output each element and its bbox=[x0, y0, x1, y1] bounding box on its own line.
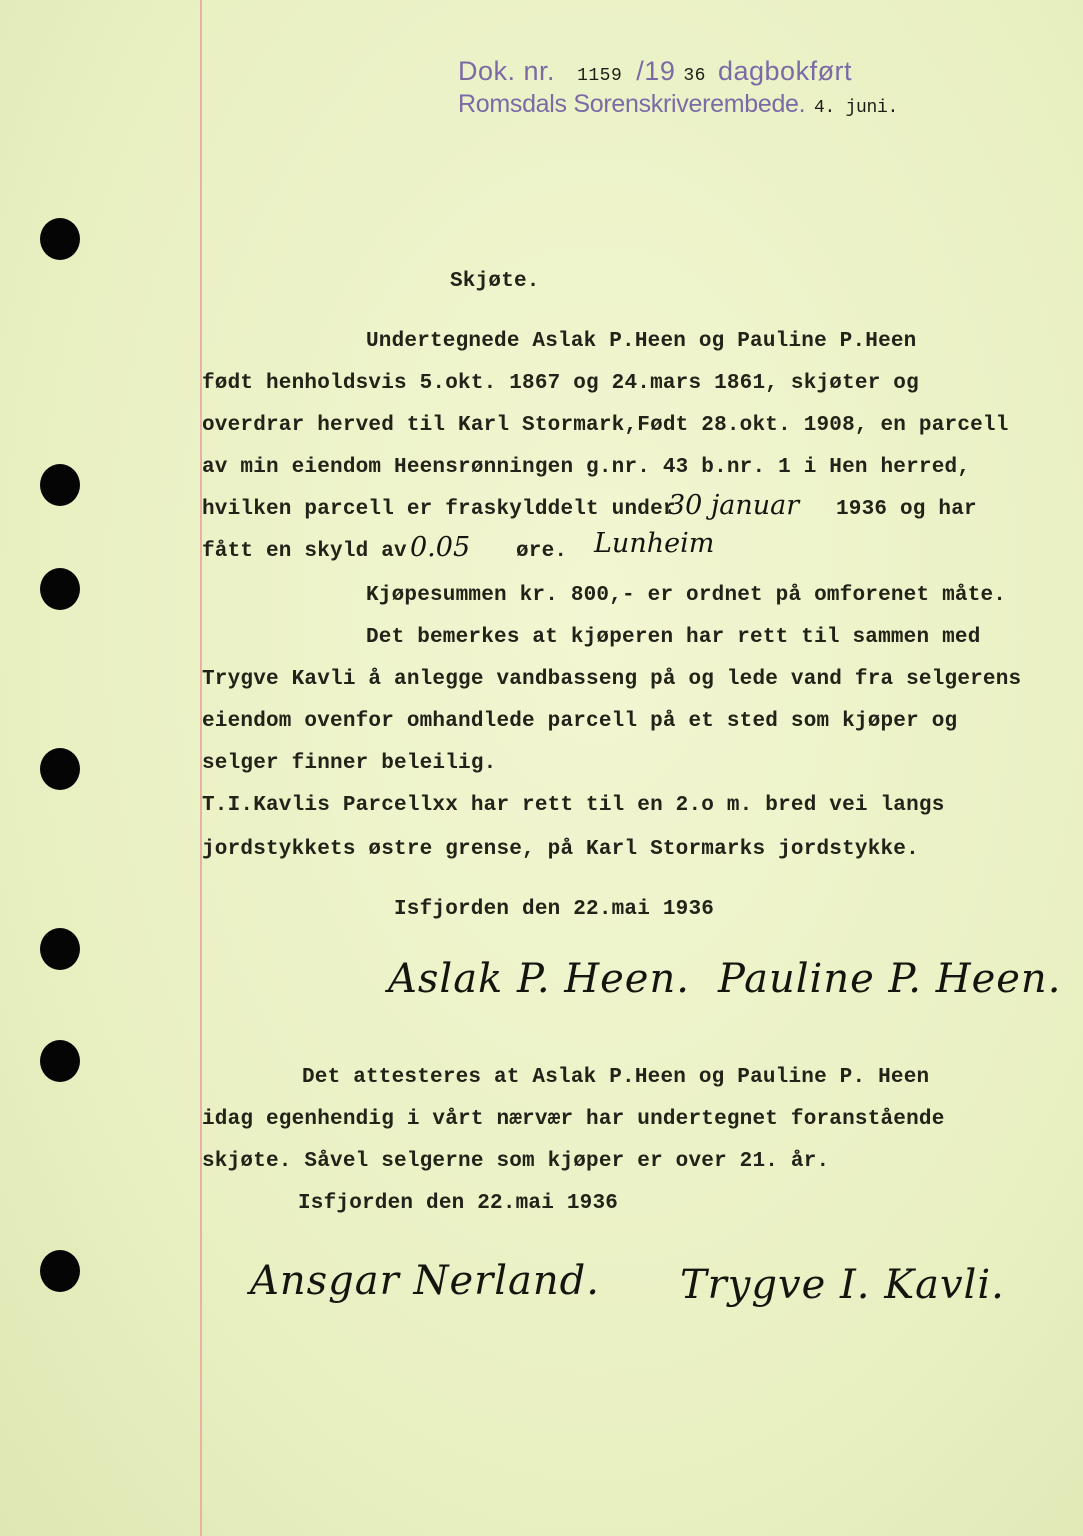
text-line: jordstykkets østre grense, på Karl Stormarks jordstykke. bbox=[202, 838, 919, 861]
text-line: T.I.Kavlis Parcellxx har rett til en 2.o m. bred vei langs bbox=[202, 794, 945, 817]
text-line: Undertegnede Aslak P.Heen og Pauline P.Heen bbox=[366, 330, 917, 353]
punch-hole bbox=[40, 928, 80, 970]
place-date-1: Isfjorden den 22.mai 1936 bbox=[394, 898, 715, 921]
attest-line: idag egenhendig i vårt nærvær har undertegnet foranstående bbox=[202, 1108, 945, 1131]
punch-hole bbox=[40, 1040, 80, 1082]
text-line: øre. bbox=[516, 540, 568, 563]
text-line: eiendom ovenfor omhandlede parcell på et sted som kjøper og bbox=[202, 710, 958, 733]
text-line: Det bemerkes at kjøperen har rett til sammen med bbox=[366, 626, 981, 649]
text-line: født henholdsvis 5.okt. 1867 og 24.mars 1861, skjøter og bbox=[202, 372, 919, 395]
registration-stamp-line-1 bbox=[458, 56, 852, 87]
handwritten-initials: Lunheim bbox=[594, 528, 715, 559]
stamp-year-separator: /19 bbox=[636, 56, 676, 86]
text-line: fått en skyld av bbox=[202, 540, 407, 563]
signature-witness-2: Trygve I. Kavli. bbox=[680, 1262, 1005, 1308]
place-date-2: Isfjorden den 22.mai 1936 bbox=[298, 1192, 619, 1215]
punch-hole bbox=[40, 748, 80, 790]
text-line: av min eiendom Heensrønningen g.nr. 43 b.nr. 1 i Hen herred, bbox=[202, 456, 971, 479]
punch-hole bbox=[40, 218, 80, 260]
stamp-office: Romsdals Sorenskriverembede. bbox=[458, 90, 806, 118]
attest-line: skjøte. Såvel selgerne som kjøper er over 21. år. bbox=[202, 1150, 830, 1173]
text-line: selger finner beleilig. bbox=[202, 752, 497, 775]
stamp-dok-number: 1159 bbox=[577, 66, 623, 86]
punch-hole bbox=[40, 1250, 80, 1292]
punch-hole bbox=[40, 568, 80, 610]
text-line: overdrar herved til Karl Stormark,Født 28.okt. 1908, en parcell bbox=[202, 414, 1009, 437]
stamp-dagbokfort: dagbokført bbox=[717, 56, 853, 86]
stamp-year-suffix: 36 bbox=[683, 66, 706, 86]
attest-line: Det attesteres at Aslak P.Heen og Pauline P. Heen bbox=[302, 1066, 930, 1089]
text-line: 1936 og har bbox=[836, 498, 977, 521]
handwritten-skyld: 0.05 bbox=[410, 532, 471, 563]
text-line: Trygve Kavli å anlegge vandbasseng på og lede vand fra selgerens bbox=[202, 668, 1022, 691]
stamp-dok-label: Dok. nr. bbox=[458, 56, 556, 86]
signature-witness-1: Ansgar Nerland. bbox=[250, 1258, 600, 1304]
text-line: Kjøpesummen kr. 800,- er ordnet på omforenet måte. bbox=[366, 584, 1007, 607]
signature-seller-2: Pauline P. Heen. bbox=[718, 956, 1062, 1002]
punch-hole bbox=[40, 464, 80, 506]
signature-seller-1: Aslak P. Heen. bbox=[388, 956, 690, 1002]
document-title: Skjøte. bbox=[450, 270, 540, 293]
handwritten-date: 30 januar bbox=[668, 490, 800, 521]
text-line: hvilken parcell er fraskylddelt under bbox=[202, 498, 676, 521]
registration-stamp-line-2 bbox=[458, 90, 898, 119]
stamp-date: 4. juni. bbox=[813, 98, 898, 118]
